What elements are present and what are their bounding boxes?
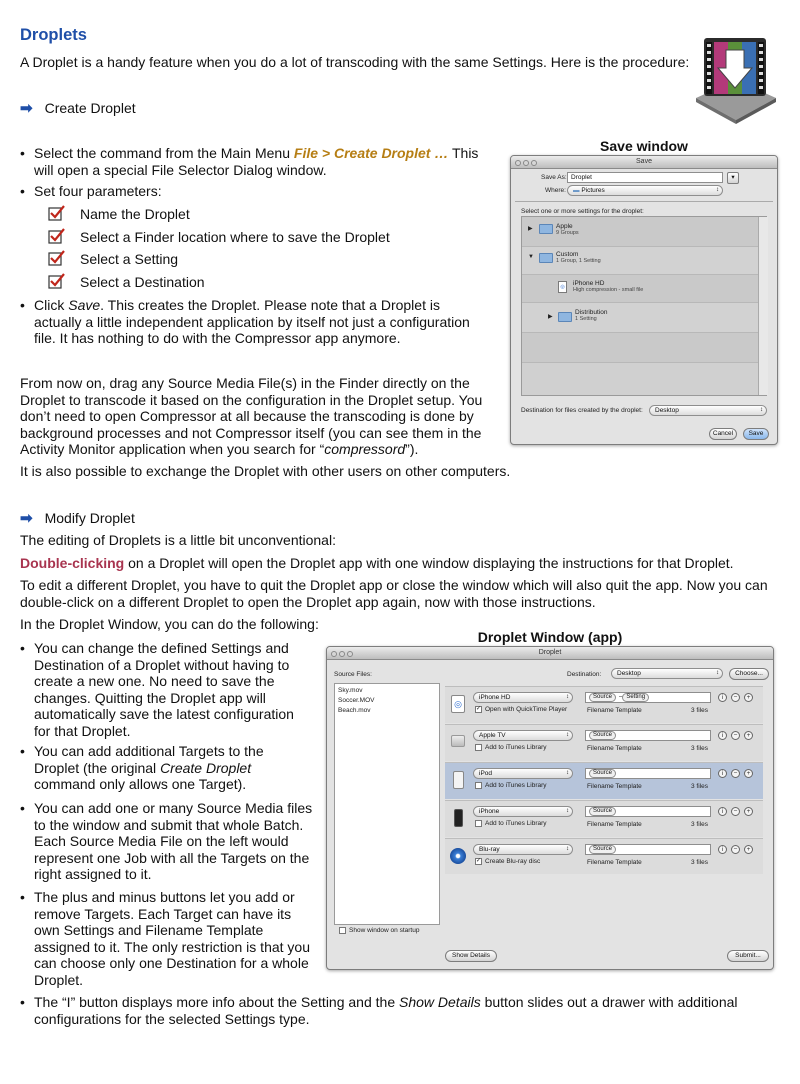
folder-icon: [558, 312, 572, 322]
zoom-icon[interactable]: [347, 651, 353, 657]
intro-text: A Droplet is a handy feature when you do a lot of transcoding with the same Settings. Here is the procedure:: [20, 54, 690, 70]
setting-popup[interactable]: iPhone ↕: [473, 806, 573, 817]
drag-source-paragraph: From now on, drag any Source Media File(s) in the Finder directly on the Droplet to transcode it based on the configuration in the Droplet setup. You don’t need to open Compressor at all because the transcoding is done by background processes and not Compressor itself (you can see them in the Activity Monitor application when you search for “compressord”).: [20, 375, 483, 457]
target-option-checkbox[interactable]: ✓ Create Blu-ray disc: [476, 858, 541, 866]
minimize-icon[interactable]: [339, 651, 345, 657]
disclosure-down-icon[interactable]: ▼: [528, 254, 534, 260]
choose-button[interactable]: Choose...: [729, 668, 769, 680]
ipod-icon: [453, 771, 464, 789]
source-files-label: Source Files:: [334, 671, 372, 678]
setting-popup[interactable]: iPhone HD ↕: [473, 692, 573, 703]
zoom-icon[interactable]: [531, 160, 537, 166]
folder-icon: ▬: [573, 187, 582, 194]
remove-target-button[interactable]: −: [731, 845, 740, 854]
remove-target-button[interactable]: −: [731, 807, 740, 816]
checkbox[interactable]: [475, 820, 482, 827]
add-target-button[interactable]: +: [744, 769, 753, 778]
setting-group-name[interactable]: Distribution: [575, 309, 608, 316]
iphone-icon: [454, 809, 463, 827]
cancel-button[interactable]: Cancel: [709, 428, 737, 440]
info-button[interactable]: i: [718, 845, 727, 854]
filename-template-label: Filename Template: [587, 707, 642, 714]
save-window: [510, 155, 778, 445]
source-file[interactable]: Sky.mov: [338, 687, 363, 694]
target-option-checkbox[interactable]: Add to iTunes Library: [475, 782, 547, 789]
disclosure-right-icon[interactable]: ▶: [528, 226, 533, 232]
settings-list-header: Select one or more settings for the droplet:: [521, 208, 644, 215]
bullet-plus-minus: • The plus and minus buttons let you add or remove Targets. Each Target can have its own Settings and Filename Template assigned to it. The only restriction is that you can choose only one Destination for a whole Droplet.: [20, 889, 315, 988]
setting-file-icon: ◎: [558, 281, 567, 293]
info-button[interactable]: i: [718, 693, 727, 702]
setting-name[interactable]: iPhone HD: [573, 280, 605, 287]
appletv-icon: [451, 735, 465, 747]
menu-path: File > Create Droplet …: [293, 145, 449, 161]
info-button[interactable]: i: [718, 807, 727, 816]
filename-template-label: Filename Template: [587, 783, 642, 790]
settings-list[interactable]: [521, 216, 767, 396]
source-file[interactable]: Beach.mov: [338, 707, 371, 714]
bullet-info-button: • The “I” button displays more info about the Setting and the Show Details button slides out a drawer with additional configurations for the selected Settings type.: [20, 994, 740, 1027]
where-popup[interactable]: ▬ Pictures ↕: [567, 185, 723, 196]
checkbox-checked[interactable]: ✓: [476, 706, 482, 712]
file-count: 3 files: [691, 707, 708, 714]
file-count: 3 files: [691, 821, 708, 828]
show-window-checkbox[interactable]: Show window on startup: [339, 927, 419, 934]
target-option-checkbox[interactable]: ✓ Open with QuickTime Player: [476, 706, 568, 714]
exchange-paragraph: It is also possible to exchange the Droplet with other users on other computers.: [20, 463, 511, 479]
save-window-titlebar: Save: [511, 156, 777, 169]
folder-icon: [539, 253, 553, 263]
setting-group-sub: 1 Setting: [575, 316, 597, 322]
expand-button[interactable]: ▾: [727, 172, 739, 184]
filename-template-label: Filename Template: [587, 745, 642, 752]
file-count: 3 files: [691, 859, 708, 866]
info-button[interactable]: i: [718, 769, 727, 778]
destination-label: Destination:: [567, 671, 602, 678]
page-title: Droplets: [20, 26, 87, 44]
setting-description: High compression - small file: [573, 287, 644, 293]
target-row[interactable]: [445, 686, 763, 723]
show-details-button[interactable]: Show Details: [445, 950, 497, 962]
setting-group-name[interactable]: Apple: [556, 223, 573, 230]
bullet-click-save: • Click Save. This creates the Droplet. Please note that a Droplet is actually a little independent application by itself not just a configuration file. It has nothing to do with the Compressor app anymore.: [20, 297, 490, 347]
bullet-set-parameters: • Set four parameters:: [20, 183, 490, 200]
minimize-icon[interactable]: [523, 160, 529, 166]
add-target-button[interactable]: +: [744, 807, 753, 816]
source-file[interactable]: Soccer.MOV: [338, 697, 375, 704]
close-icon[interactable]: [515, 160, 521, 166]
bullet-change-settings: • You can change the defined Settings and Destination of a Droplet without having to create a new one. No need to save the changes. Quitting the Droplet app will automatically save the latest configuration for that Droplet.: [20, 640, 305, 739]
filename-template-label: Filename Template: [587, 859, 642, 866]
save-window-caption: Save window: [600, 138, 688, 154]
setting-group-name[interactable]: Custom: [556, 251, 579, 258]
check-item: Select a Setting: [80, 251, 179, 267]
checkbox-checked-icon: [48, 273, 66, 289]
file-count: 3 files: [691, 783, 708, 790]
file-count: 3 files: [691, 745, 708, 752]
filename-template-field[interactable]: Source: [585, 806, 711, 817]
remove-target-button[interactable]: −: [731, 693, 740, 702]
bullet-add-sources: • You can add one or many Source Media files to the window and submit that whole Batch. Each Source Media File on the left would represent one Job with all the Targets on the right assigned to it.: [20, 800, 315, 883]
setting-popup[interactable]: Apple TV ↕: [473, 730, 573, 741]
checkbox-checked-icon: [48, 228, 66, 244]
checkbox[interactable]: [475, 744, 482, 751]
filename-template-label: Filename Template: [587, 821, 642, 828]
target-option-checkbox[interactable]: Add to iTunes Library: [475, 744, 547, 751]
save-button[interactable]: Save: [743, 428, 769, 440]
checkbox[interactable]: [475, 782, 482, 789]
bullet-add-targets: • You can add additional Targets to the Droplet (the original Create Droplet command only allows one Target).: [20, 743, 290, 793]
modify-droplet-heading: ➡ Modify Droplet: [20, 510, 135, 527]
checkbox-checked-icon: [48, 250, 66, 266]
check-item: Select a Destination: [80, 274, 205, 290]
save-as-label: Save As:: [541, 174, 567, 181]
setting-group-sub: 9 Groups: [556, 230, 579, 236]
create-droplet-heading: ➡ Create Droplet: [20, 100, 136, 117]
edit-different-paragraph: To edit a different Droplet, you have to quit the Droplet app or close the window which will also quit the app. Now you can double-click on a different Droplet to open the Droplet app again, now with those instructions.: [20, 577, 768, 610]
scrollbar[interactable]: [758, 217, 768, 395]
remove-target-button[interactable]: −: [731, 769, 740, 778]
disclosure-right-icon[interactable]: ▶: [548, 314, 553, 320]
target-row[interactable]: [445, 838, 763, 874]
filename-template-field[interactable]: Source – Setting: [585, 692, 711, 703]
filename-template-field[interactable]: Source: [585, 844, 711, 855]
filename-template-field[interactable]: Source: [585, 730, 711, 741]
arrow-right-icon: ➡: [20, 100, 33, 117]
droplet-app-icon: [690, 36, 782, 124]
close-icon[interactable]: [331, 651, 337, 657]
source-files-list[interactable]: [334, 683, 440, 925]
setting-popup[interactable]: iPod ↕: [473, 768, 573, 779]
destination-popup[interactable]: Desktop ↕: [611, 668, 723, 679]
setting-popup[interactable]: Blu-ray ↕: [473, 844, 573, 855]
target-row-selected[interactable]: [445, 762, 763, 799]
target-option-checkbox[interactable]: Add to iTunes Library: [475, 820, 547, 827]
checkbox-checked[interactable]: ✓: [476, 858, 482, 864]
bullet-select-command: • Select the command from the Main Menu File > Create Droplet … This will open a special File Selector Dialog window.: [20, 145, 500, 178]
check-item: Select a Finder location where to save the Droplet: [80, 229, 390, 245]
filename-template-field[interactable]: Source: [585, 768, 711, 779]
setting-group-sub: 1 Group, 1 Setting: [556, 258, 601, 264]
unconventional-paragraph: The editing of Droplets is a little bit unconventional:: [20, 532, 336, 548]
destination-label: Destination for files created by the droplet:: [521, 407, 643, 414]
target-row[interactable]: [445, 724, 763, 761]
check-item: Name the Droplet: [80, 206, 190, 222]
droplet-window-titlebar: Droplet: [327, 647, 773, 660]
remove-target-button[interactable]: −: [731, 731, 740, 740]
bluray-icon: [450, 848, 466, 864]
save-as-input[interactable]: Droplet: [567, 172, 723, 183]
add-target-button[interactable]: +: [744, 845, 753, 854]
destination-popup[interactable]: Desktop ↕: [649, 405, 767, 416]
arrow-right-icon: ➡: [20, 510, 33, 527]
double-click-paragraph: Double-clicking on a Droplet will open the Droplet app with one window displaying the instructions for that Droplet.: [20, 555, 734, 571]
folder-icon: [539, 224, 553, 234]
droplet-window-intro: In the Droplet Window, you can do the following:: [20, 616, 319, 632]
submit-button[interactable]: Submit...: [727, 950, 769, 962]
checkbox-checked-icon: [48, 205, 66, 221]
checkbox[interactable]: [339, 927, 346, 934]
quicktime-icon: ◎: [451, 695, 465, 713]
droplet-window-caption: Droplet Window (app): [477, 629, 623, 645]
add-target-button[interactable]: +: [744, 731, 753, 740]
target-row[interactable]: [445, 800, 763, 837]
info-button[interactable]: i: [718, 731, 727, 740]
add-target-button[interactable]: +: [744, 693, 753, 702]
where-label: Where:: [545, 187, 566, 194]
